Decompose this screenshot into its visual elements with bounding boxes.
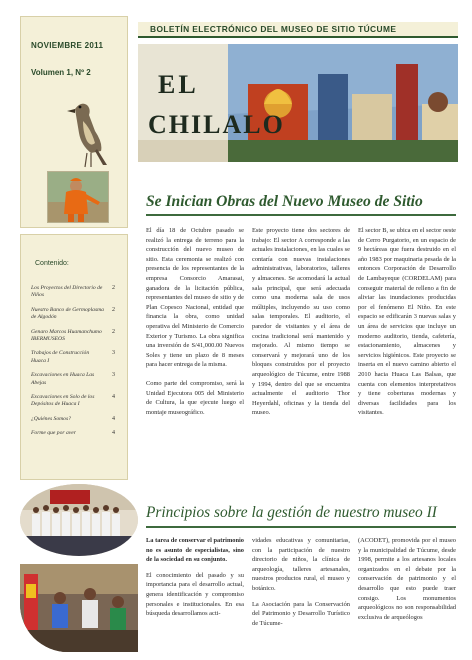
article2-column-3 bbox=[358, 536, 456, 628]
toc-item[interactable] bbox=[31, 430, 115, 437]
paragraph: Este proyecto tiene dos sectores de trabajo: El sector A corresponde a las actuales instalaciones, en las cuales se contaría con nuevas instalaciones administrativas, laboratorios, talleres y almacenes. Se acomodará la actual sala principal, que será adecuada como una moderna sala de usos múltiples, incluyendo su uso como salas temporales. El auditorio, el paredor de visitantes y el área de cocina tradicional será mantenido y mejorado. Al mismo tiempo se conservará y mejorará uno de los bloques construidos por el proyecto arqueológico de Túcume, entre 1988 y 1994, dentro del que se encuentra actualmente el auditorio Thor Heyerdahl, oficinas y la tienda del museo. bbox=[252, 227, 350, 417]
toc-page-number: 4 bbox=[112, 394, 115, 401]
sidebar-masthead-panel bbox=[20, 16, 128, 228]
banner-title-line2: CHILALO bbox=[148, 110, 285, 139]
toc-page-number: 2 bbox=[112, 285, 115, 291]
toc-page-number: 4 bbox=[112, 415, 115, 422]
article1-column-2 bbox=[252, 226, 350, 427]
table-of-contents bbox=[31, 285, 115, 445]
newsletter-title: BOLETÍN ELECTRÓNICO DEL MUSEO DE SITIO TÚCUME bbox=[150, 24, 397, 34]
paragraph: El día 18 de Octubre pasado se realizó la entrega de terreno para la construcción del nuevo museo de sitio. Esta ceremonia se realizó con presencia de los representantes de la empresa Consorcio Amarasai, ganadora de la licitación pública, representantes del museo de sitio y de Plan Copesco Nacional, entidad que financia la obra, como unidad operativa del Ministerio de Comercio Exterior y Turismo. La obra significa una inversión de S/41,000.00 Nuevos Soles y tiene un plazo de 8 meses para hacer entrega de la misma. bbox=[146, 227, 244, 369]
paragraph: El conocimiento del pasado y su importancia para el desarrollo actual, genera identificación y compromiso personales e institucionales. En esa búsqueda desarrollamos acti- bbox=[146, 571, 244, 618]
toc-item[interactable] bbox=[31, 285, 115, 300]
toc-item[interactable] bbox=[31, 416, 115, 423]
toc-item-label: ¿Quiénes Somos? bbox=[31, 415, 71, 422]
toc-item[interactable] bbox=[31, 372, 115, 387]
toc-page-number: 3 bbox=[112, 350, 115, 357]
article1-headline: Se Inician Obras del Nuevo Museo de Sitio bbox=[146, 193, 423, 210]
article2-headline: Principios sobre la gestión de nuestro museo II bbox=[146, 504, 437, 521]
article2-column-1 bbox=[146, 536, 244, 625]
worker-photo bbox=[47, 171, 109, 223]
paragraph: (ACODET), promovida por el museo y la municipalidad de Túcume, desde 1998, permite a los artesanos locales organizados en el debate por la conservación de patrimonio y el desarrollo que esto puede traer consigo. Los monumentos arqueológicos no son responsabilidad exclusiva de arqueólogos bbox=[358, 537, 456, 621]
bird-illustration bbox=[61, 91, 111, 171]
banner-title-line1: EL bbox=[158, 70, 199, 99]
issue-date: NOVIEMBRE 2011 bbox=[31, 41, 104, 50]
paragraph: La Asociación para la Conservación del Patrimonio y Desarrollo Turístico de Túcume- bbox=[252, 600, 350, 627]
sidebar bbox=[20, 16, 128, 652]
toc-item-label: Forme que por aver bbox=[31, 430, 76, 437]
toc-item-label: Nuestro Banco de Germoplasma de Algodón bbox=[31, 306, 104, 321]
toc-item[interactable] bbox=[31, 329, 115, 344]
banner-image bbox=[138, 44, 458, 162]
children-activity-photo bbox=[20, 564, 138, 652]
toc-page-number: 2 bbox=[112, 328, 115, 335]
toc-item-label: Excavaciones en Solo de los Depósitos de Huaca I bbox=[31, 394, 95, 408]
article2-column-2 bbox=[252, 536, 350, 634]
toc-item[interactable] bbox=[31, 307, 115, 322]
article1-column-3 bbox=[358, 226, 456, 427]
toc-item[interactable] bbox=[31, 350, 115, 365]
contents-title: Contenido: bbox=[35, 260, 69, 267]
paragraph: vidades educativas y comunitarias, con la participación de nuestro directorio de niños, la clínica de arqueología, talleres artesanales, nuestros productos rural, el museo y botánico. bbox=[252, 537, 350, 592]
paragraph: El sector B, se ubica en el sector oeste de Cerro Purgatorio, en un espacio de 9 hectáreas que fuera destruido en el año 1983 por maquinaria pesada de la entonces Corporación de Desarrollo de Lambayeque (CORDELAM) para conseguir material de relleno a fin de aliviar las inundaciones producidas por el fenómeno El Niño. En este espacio se edificarán 3 nuevas salas y un área de servicios que incluye un moderno auditorio, tienda, cafetería, estacionamiento, almacenes y servicios higiénicos. Este proyecto se inserta en el nuevo camino abierto el 2010 hacia Huaca Las Balsas, que cuenta con elementos interpretativos y tiene coberturas modernas y diversas facilidades para los visitantes. bbox=[358, 227, 456, 417]
paragraph: La tarea de conservar el patrimonio no es asunto de especialistas, sino de la sociedad en su conjunto. bbox=[146, 537, 244, 564]
article2-rule bbox=[146, 526, 456, 528]
toc-page-number: 2 bbox=[112, 306, 115, 313]
issue-volume: Volumen 1, Nº 2 bbox=[31, 68, 91, 77]
article1-column-1 bbox=[146, 226, 244, 426]
newsletter-header bbox=[138, 22, 458, 38]
toc-page-number: 3 bbox=[112, 372, 115, 379]
toc-item[interactable] bbox=[31, 394, 115, 409]
children-group-photo bbox=[20, 484, 138, 556]
toc-item-label: Genaro Marcos Huamanchumo IBERMUSEOS bbox=[31, 328, 102, 343]
article1-rule bbox=[146, 214, 456, 216]
toc-item-label: Los Proyectos del Directorio de Niños bbox=[31, 285, 103, 299]
contents-panel bbox=[20, 234, 128, 480]
paragraph: Como parte del compromiso, será la Unidad Ejecutora 005 del Ministerio de Cultura, la que ejecute luego el montaje museográfico. bbox=[146, 379, 244, 416]
toc-page-number: 4 bbox=[112, 430, 115, 437]
toc-item-label: Excavaciones en Huaca Las Abejas bbox=[31, 372, 95, 386]
toc-item-label: Trabajos de Construcción Huaca I bbox=[31, 350, 90, 364]
